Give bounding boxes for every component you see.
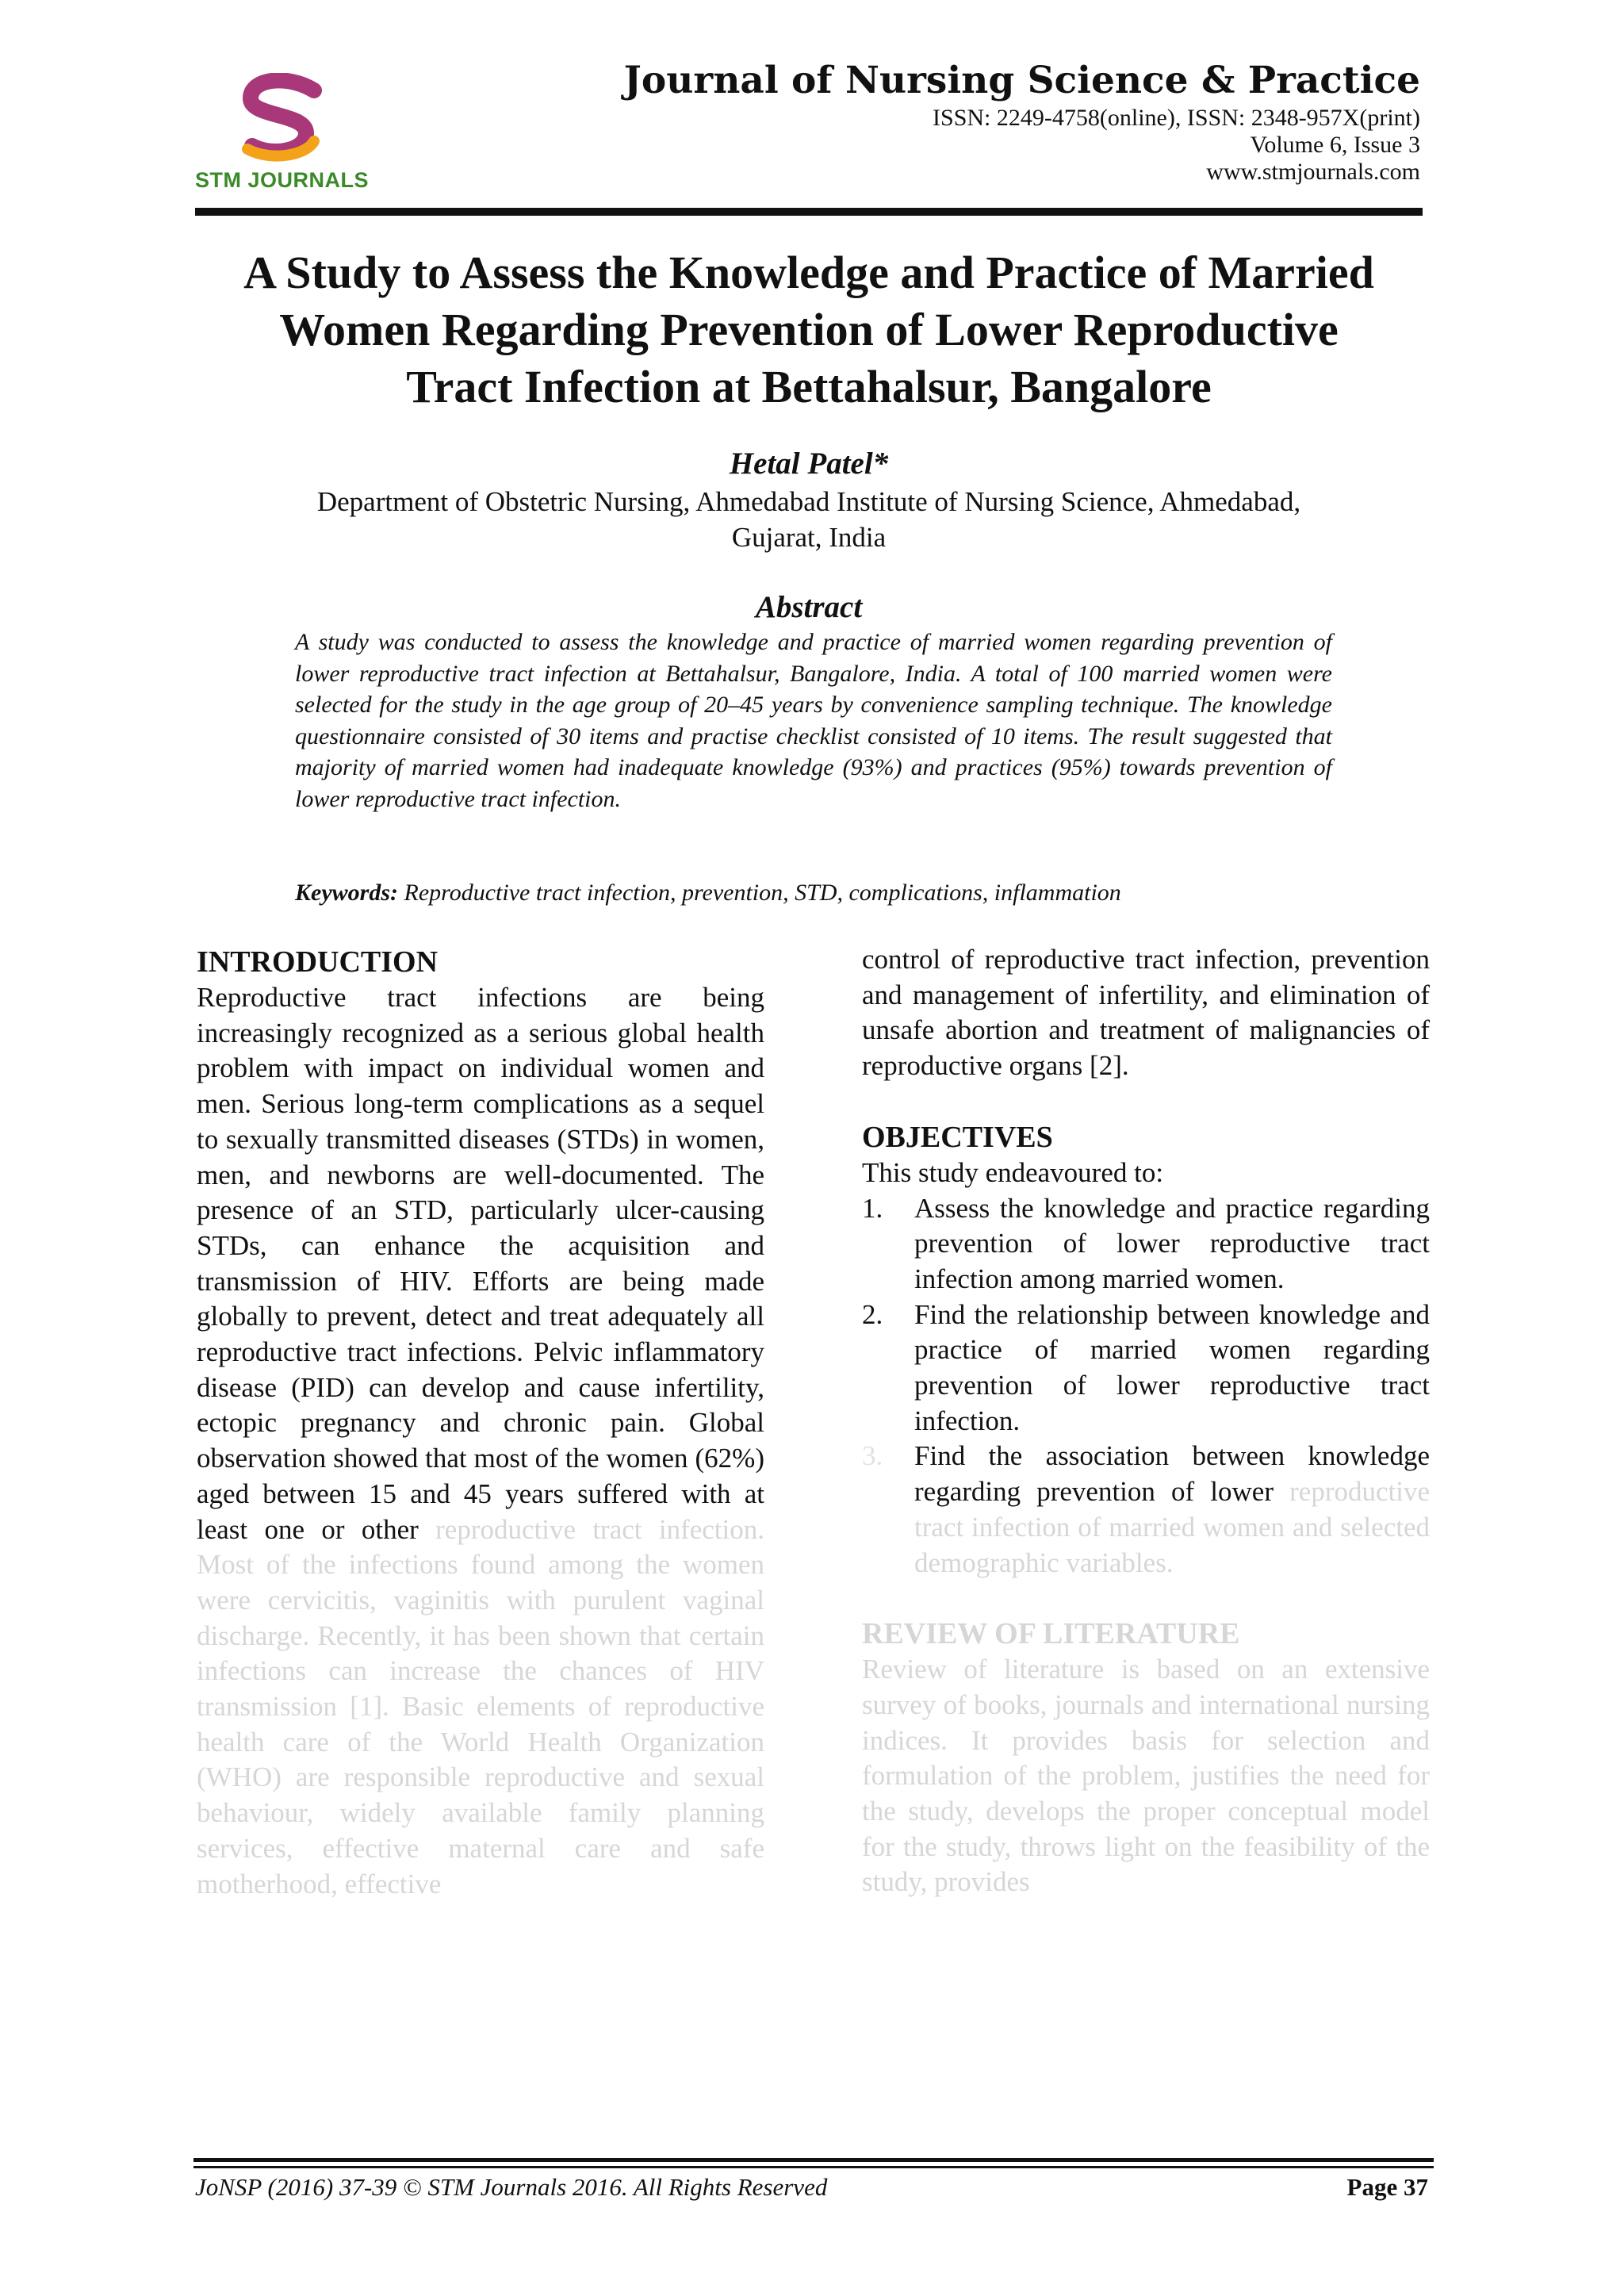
title-line: Women Regarding Prevention of Lower Reproductive — [279, 304, 1339, 355]
introduction-heading: INTRODUCTION — [197, 945, 439, 979]
abstract-text: A study was conducted to assess the knowledge and practice of married women regarding prevention of lower reproductive tract infection at Bettahalsur, Bangalore, India. A total of 100 married women were selected for the study in the age group of 20–45 years by convenience sampling technique. The knowledge questionnaire consisted of 30 items and practise checklist consisted of 10 items. The result suggested that majority of married women had inadequate knowledge (93%) and practices (95%) towards prevention of lower reproductive tract infection. — [295, 629, 1332, 812]
list-text: Find the relationship between knowledge and practice of married women regarding prevention of lower reproductive tract infection. — [914, 1298, 1430, 1436]
header-rule — [195, 208, 1423, 216]
logo-text: STM JOURNALS — [195, 168, 370, 192]
introduction-continuation: control of reproductive tract infection, prevention and management of infertility, and elimination of unsafe abortion and treatment of malignancies of reproductive organs [2]. — [862, 944, 1430, 1082]
author-name: Hetal Patel* — [729, 447, 889, 481]
journal-volume: Volume 6, Issue 3 — [1250, 132, 1420, 158]
objectives-list — [862, 1191, 1430, 1581]
list-text: Find the association between knowledge regarding prevention of lower — [914, 1440, 1430, 1508]
objectives-intro: This study endeavoured to: — [862, 1156, 1164, 1188]
keywords — [295, 877, 1405, 909]
review-heading: REVIEW OF LITERATURE — [862, 1617, 1240, 1651]
footer-rule-thin — [193, 2166, 1434, 2168]
keywords-text: Reproductive tract infection, prevention, STD, complications, inflammation — [404, 880, 1121, 906]
introduction-visible: Reproductive tract infections are being increasingly recognized as a serious global health problem with impact on individual women and men. Serious long-term complications as a sequel to sexually transmitted diseases (STDs) in women, men, and newborns are well-documented. The presence of an STD, particularly ulcer-causing STDs, can enhance the acquisition and transmission of HIV. Efforts are being made globally to prevent, detect and treat adequately all reproductive tract infections. Pelvic inflammatory disease (PID) can develop and cause infertility, ectopic pregnancy and chronic pain. Global observation showed that most of the women (62%) aged between 15 and 45 years suffered with at least one or other — [197, 982, 764, 1545]
footer-citation: JoNSP (2016) 37-39 © STM Journals 2016. All Rights Reserved — [195, 2173, 828, 2201]
title-line: Tract Infection at Bettahalsur, Bangalore — [406, 361, 1212, 412]
journal-issn: ISSN: 2249-4758(online), ISSN: 2348-957X(print) — [933, 105, 1420, 131]
journal-website[interactable]: www.stmjournals.com — [1206, 159, 1420, 185]
footer-rule — [193, 2158, 1434, 2162]
list-text-faded: reproductive tract infection of married women and selected demographic variables. — [914, 1476, 1430, 1578]
right-column — [862, 942, 1430, 1900]
introduction-faded: reproductive tract infection. Most of the infections found among the women were cervicitis, vaginitis with purulent vaginal discharge. Recently, it has been shown that certain infections can increase the chances of HIV transmission [1]. Basic elements of reproductive health care of the World Health Organization (WHO) are responsible reproductive and sexual behaviour, widely available family planning services, effective maternal care and safe motherhood, effective — [197, 1513, 764, 1899]
abstract-heading: Abstract — [755, 590, 863, 624]
list-item — [862, 1297, 1430, 1439]
list-number: 3. — [862, 1440, 883, 1472]
objectives-heading: OBJECTIVES — [862, 1120, 1053, 1154]
list-item — [862, 1439, 1430, 1581]
review-text: Review of literature is based on an extensive survey of books, journals and international nursing indices. It provides basis for selection and formulation of the problem, justifies the need for the study, develops the proper conceptual model for the study, throws light on the feasibility of the study, provides — [862, 1654, 1430, 1898]
list-number: 1. — [862, 1192, 883, 1224]
journal-title: Journal of Nursing Science & Practice — [623, 59, 1420, 102]
journal-info — [624, 57, 1420, 186]
keywords-label: Keywords: — [295, 880, 398, 906]
article-title — [195, 244, 1423, 416]
author-affiliation — [238, 484, 1380, 555]
introduction-text — [197, 980, 764, 1902]
list-text: Assess the knowledge and practice regarding prevention of lower reproductive tract infection among married women. — [914, 1192, 1430, 1294]
page-number: Page 37 — [1346, 2173, 1428, 2201]
list-number: 2. — [862, 1298, 883, 1330]
list-item — [862, 1191, 1430, 1297]
left-column — [197, 944, 764, 1902]
affiliation-line: Department of Obstetric Nursing, Ahmedabad Institute of Nursing Science, Ahmedabad, — [316, 486, 1301, 517]
affiliation-line: Gujarat, India — [731, 522, 887, 553]
title-line: A Study to Assess the Knowledge and Practice of Married — [243, 247, 1374, 298]
